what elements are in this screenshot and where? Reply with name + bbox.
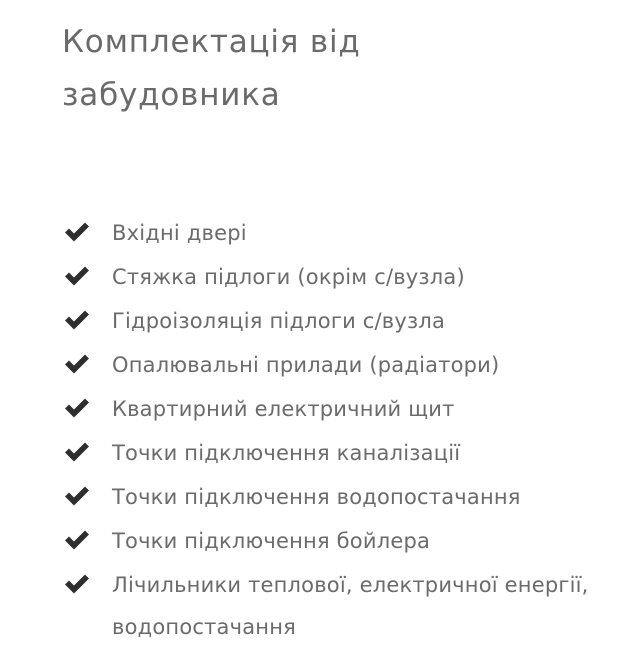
page-title [62,16,582,122]
checkmark-icon [64,353,90,375]
list-item-label: Точки підключення каналізації [112,441,461,465]
checkmark-icon [64,265,90,287]
list-item [64,564,624,648]
checkmark-icon [64,309,90,331]
list-item-label: Гідроізоляція підлоги с/вузла [112,309,446,333]
checkmark-icon [64,397,90,419]
list-item [64,388,624,432]
list-item-label: Лічильники теплової, електричної енергії, водопостачання [112,573,589,639]
list-item-label: Точки підключення водопостачання [112,485,521,509]
checkmark-icon [64,221,90,243]
checkmark-icon [64,485,90,507]
list-item-label: Квартирний електричний щит [112,397,455,421]
list-item-label: Опалювальні прилади (радіатори) [112,353,500,377]
checkmark-icon [64,529,90,551]
list-item [64,212,624,256]
list-item-label: Стяжка підлоги (окрім с/вузла) [112,265,465,289]
list-item-label: Вхідні двері [112,221,247,245]
list-item [64,520,624,564]
list-item [64,476,624,520]
page-title-line-2: забудовника [62,77,281,113]
list-item [64,344,624,388]
features-list [64,212,624,648]
page-title-line-1: Комплектація від [62,24,361,60]
checkmark-icon [64,573,90,595]
list-item [64,432,624,476]
list-item [64,256,624,300]
checkmark-icon [64,441,90,463]
list-item [64,300,624,344]
list-item-label: Точки підключення бойлера [112,529,431,553]
